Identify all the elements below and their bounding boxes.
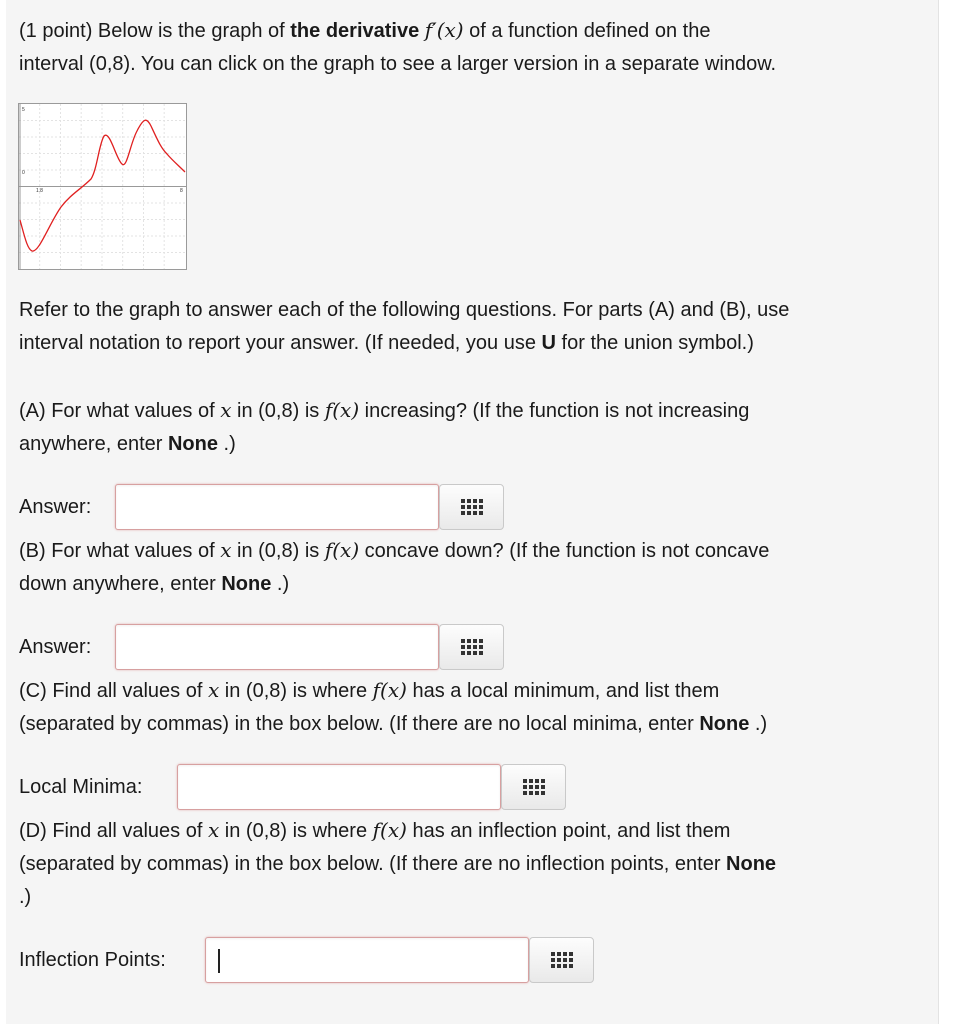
part-a-question: (A) For what values of x in (0,8) is f(x) increasing? (If the function is not increasing anywhere, enter None .) <box>19 398 750 455</box>
inflection-points-label: Inflection Points: <box>19 949 166 971</box>
grid-icon <box>551 952 573 968</box>
grid-icon <box>461 639 483 655</box>
part-a-answer-input[interactable] <box>115 484 439 530</box>
inflection-points-input[interactable] <box>205 937 529 983</box>
local-minima-input[interactable] <box>177 764 501 810</box>
x-right-label: 8 <box>180 188 183 194</box>
intro-text: (1 point) Below is the graph of the derivative f′(x) of a function defined on the interval (0,8). You can click on the graph to see a larger version in a separate window. <box>19 18 777 75</box>
part-d-equation-editor-button[interactable] <box>529 937 594 983</box>
instructions-text: Refer to the graph to answer each of the following questions. For parts (A) and (B), use interval notation to report your answer. (If needed, you use U for the union symbol.) <box>19 299 790 354</box>
y-top-label: 5 <box>22 107 25 113</box>
part-c-equation-editor-button[interactable] <box>501 764 566 810</box>
part-b-answer-label: Answer: <box>19 636 92 658</box>
part-a-equation-editor-button[interactable] <box>439 484 504 530</box>
part-b-question: (B) For what values of x in (0,8) is f(x) concave down? (If the function is not concave down anywhere, enter None .) <box>19 538 770 595</box>
y-zero-label: 0 <box>22 170 25 176</box>
part-b-answer-input[interactable] <box>115 624 439 670</box>
derivative-graph[interactable] <box>18 103 187 270</box>
x-mid-label: 1.8 <box>36 188 43 194</box>
grid-icon <box>523 779 545 795</box>
part-c-question: (C) Find all values of x in (0,8) is where f(x) has a local minimum, and list them (separated by commas) in the box below. (If there are no local minima, enter None .) <box>19 678 768 735</box>
part-d-question: (D) Find all values of x in (0,8) is where f(x) has an inflection point, and list them (separated by commas) in the box below. (If there are no inflection points, enter None .) <box>19 818 777 908</box>
grid-icon <box>461 499 483 515</box>
local-minima-label: Local Minima: <box>19 776 143 798</box>
part-a-answer-label: Answer: <box>19 496 92 518</box>
text-caret <box>218 949 220 973</box>
part-b-equation-editor-button[interactable] <box>439 624 504 670</box>
